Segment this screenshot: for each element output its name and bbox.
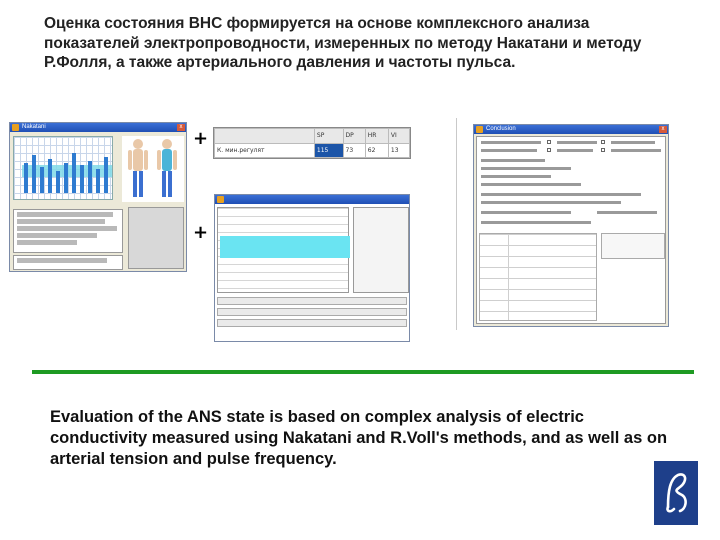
- nakatani-title: Nakatani: [22, 124, 46, 130]
- checkbox[interactable]: [601, 148, 605, 152]
- app-icon: [12, 124, 19, 131]
- voll-titlebar[interactable]: [215, 195, 409, 204]
- nakatani-window: [9, 122, 187, 272]
- table-header: HR: [365, 129, 388, 144]
- table-header: VI: [388, 129, 409, 144]
- conclusion-titlebar[interactable]: [474, 125, 668, 134]
- conclusion-window: [473, 124, 669, 327]
- table-header: SP: [314, 129, 343, 144]
- caption-english: Evaluation of the ANS state is based on complex analysis of electric conductivity measured using Nakatani and R.Voll's methods, and as well as on arterial tension and pulse frequency.: [50, 408, 668, 468]
- window-close-icon[interactable]: x: [177, 124, 185, 131]
- nakatani-side-panel: [128, 207, 184, 269]
- voll-window: [214, 194, 410, 342]
- selected-band: [220, 236, 350, 258]
- chart-bar: [32, 155, 36, 193]
- pressure-table: [213, 127, 411, 159]
- voll-measurement-list[interactable]: [217, 207, 349, 293]
- conclusion-summary: [601, 233, 665, 259]
- table-cell: 62: [365, 143, 388, 158]
- table-cell: 73: [343, 143, 365, 158]
- nakatani-titlebar[interactable]: [10, 123, 186, 132]
- checkbox[interactable]: [547, 140, 551, 144]
- voll-result-rows: [217, 297, 407, 339]
- chart-bar: [104, 157, 108, 193]
- chart-bar: [88, 161, 92, 193]
- plus-sign: +: [193, 222, 209, 243]
- chart-bar: [96, 169, 100, 193]
- table-header: [215, 129, 315, 144]
- checkbox[interactable]: [601, 140, 605, 144]
- chart-bar: [56, 171, 60, 193]
- chart-bar: [24, 163, 28, 193]
- heading-russian: Оценка состояния ВНС формируется на основе комплексного анализа показателей электропроводности, измеренных по методу Накатани и методу Р.Фолля, а также артериального давления и частоты пульса.: [44, 15, 642, 71]
- plus-sign: +: [193, 128, 209, 149]
- list-item[interactable]: [217, 297, 407, 305]
- conclusion-title: Conclusion: [486, 126, 516, 132]
- chart-bar: [40, 167, 44, 193]
- nakatani-note: [13, 255, 123, 270]
- app-icon: [217, 196, 224, 203]
- nakatani-grid: [13, 136, 113, 200]
- table-header: DP: [343, 129, 365, 144]
- section-divider: [32, 370, 694, 374]
- table-cell: 115: [314, 143, 343, 158]
- separator-line: [456, 118, 457, 330]
- chart-bar: [64, 163, 68, 193]
- chart-bar: [72, 153, 76, 193]
- list-item[interactable]: [217, 319, 407, 327]
- conclusion-body: [476, 136, 666, 324]
- chart-bar: [48, 159, 52, 193]
- table-row[interactable]: [215, 143, 410, 158]
- logo-mark-icon: [654, 461, 698, 525]
- voll-details-panel: [353, 207, 409, 293]
- window-close-icon[interactable]: x: [659, 126, 667, 133]
- table-cell: 13: [388, 143, 409, 158]
- chart-bar: [80, 165, 84, 193]
- list-item[interactable]: [217, 308, 407, 316]
- conclusion-table: [479, 233, 597, 321]
- body-chart-icon: [122, 136, 184, 202]
- table-cell: К. мин.регулят: [215, 143, 315, 158]
- nakatani-log: [13, 209, 123, 253]
- checkbox[interactable]: [547, 148, 551, 152]
- app-icon: [476, 126, 483, 133]
